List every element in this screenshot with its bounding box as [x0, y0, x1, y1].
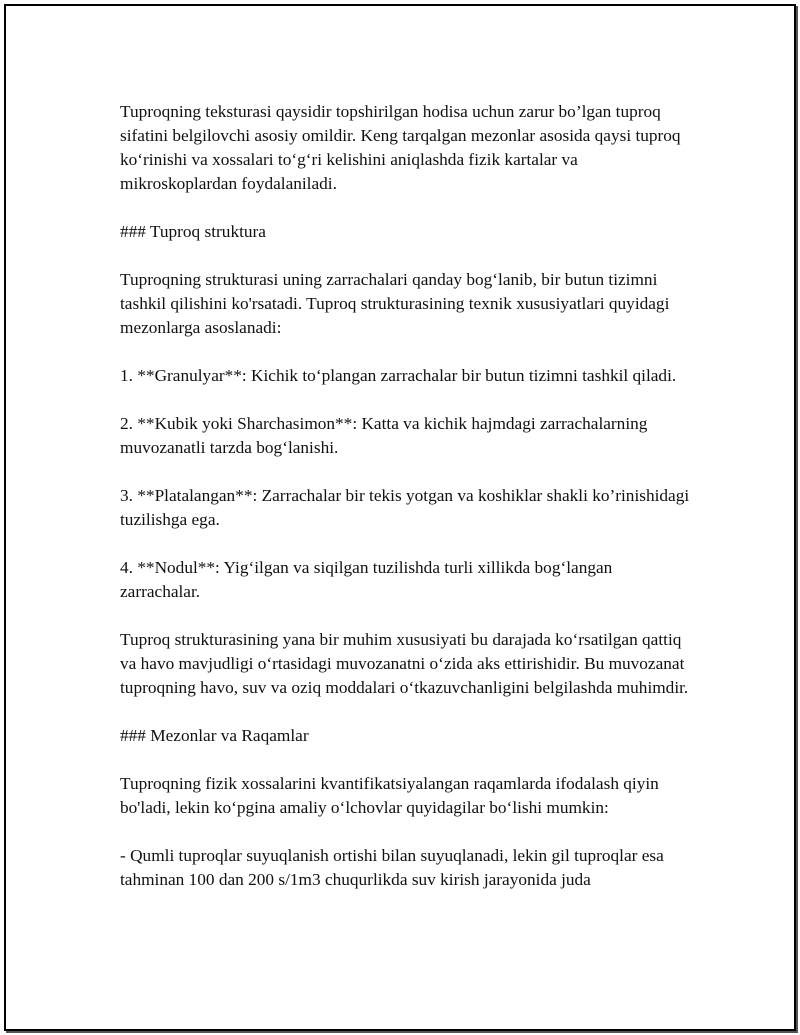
- heading-mezonlar: ### Mezonlar va Raqamlar: [120, 726, 309, 745]
- heading-tuproq-struktura: ### Tuproq struktura: [120, 222, 266, 241]
- page-frame: [4, 4, 796, 1031]
- list-item-kubik: 2. **Kubik yoki Sharchasimon**: Katta va kichik hajmdagi zarrachalarning muvozanatli tarzda bog‘lanishi.: [120, 414, 648, 457]
- document-body: [120, 100, 690, 916]
- list-item-qumli: - Qumli tuproqlar suyuqlanish ortishi bilan suyuqlanadi, lekin gil tuproqlar esa tahminan 100 dan 200 s/1m3 chuqurlikda suv kirish jarayonida juda: [120, 846, 664, 889]
- list-item-granulyar: 1. **Granulyar**: Kichik to‘plangan zarrachalar bir butun tizimni tashkil qiladi.: [120, 366, 677, 385]
- paragraph-struktura: Tuproqning strukturasi uning zarrachalari qanday bog‘lanib, bir butun tizimni tashkil qilishini ko'rsatadi. Tuproq strukturasining texnik xususiyatlari quyidagi mezonlarga asoslanadi:: [120, 270, 670, 337]
- list-item-platalangan: 3. **Platalangan**: Zarrachalar bir tekis yotgan va koshiklar shakli ko’rinishidagi tuzilishga ega.: [120, 486, 690, 529]
- paragraph-muvozanat: Tuproq strukturasining yana bir muhim xususiyati bu darajada ko‘rsatilgan qattiq va havo mavjudligi o‘rtasidagi muvozanatni o‘zida aks ettirishidir. Bu muvozanat tuproqning havo, suv va oziq moddalari o‘tkazuvchanligini belgilashda muhimdir.: [120, 630, 689, 697]
- paragraph-intro: Tuproqning teksturasi qaysidir topshirilgan hodisa uchun zarur bo’lgan tuproq sifatini belgilovchi asosiy omildir. Keng tarqalgan mezonlar asosida qaysi tuproq ko‘rinishi va xossalari to‘g‘ri kelishini aniqlashda fizik kartalar va mikroskoplardan foydalaniladi.: [120, 102, 681, 193]
- paragraph-fizik-xossalar: Tuproqning fizik xossalarini kvantifikatsiyalangan raqamlarda ifodalash qiyin bo'ladi, lekin ko‘pgina amaliy o‘lchovlar quyidagilar bo‘lishi mumkin:: [120, 774, 659, 817]
- list-item-nodul: 4. **Nodul**: Yig‘ilgan va siqilgan tuzilishda turli xillikda bog‘langan zarrachalar.: [120, 558, 613, 601]
